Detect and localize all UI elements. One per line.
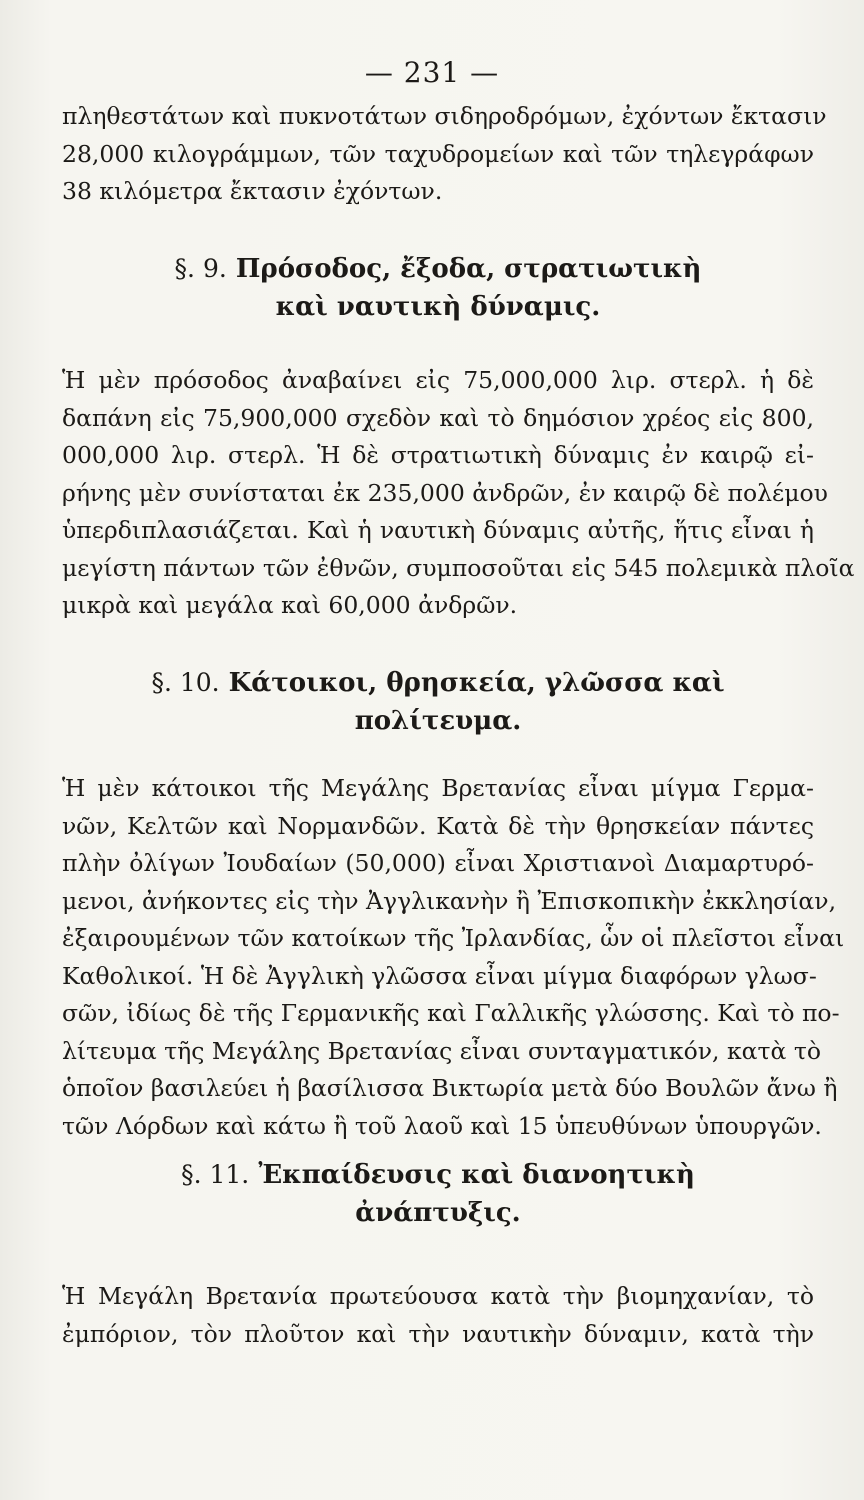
section-title: Πρόσοδος, ἔξοδα, στρατιωτικὴ xyxy=(235,254,702,284)
text-line: ὁποῖον βασιλεύει ἡ βασίλισσα Βικτωρία μετὰ δύο Βουλῶν ἄνω ἢ xyxy=(62,1074,838,1102)
text-line: ρήνης μὲν συνίσταται ἐκ 235,000 ἀνδρῶν, ἐν καιρῷ δὲ πολέμου xyxy=(62,478,828,507)
text-line: τῶν Λόρδων καὶ κάτω ἢ τοῦ λαοῦ καὶ 15 ὑπευθύνων ὑπουργῶν. xyxy=(62,1111,822,1140)
section-title: Ἐκπαίδευσις καὶ διανοητικὴ xyxy=(258,1160,695,1190)
section-number: §. 11. xyxy=(181,1160,250,1189)
text-line: λίτευμα τῆς Μεγάλης Βρετανίας εἶναι συνταγματικόν, κατὰ τὸ xyxy=(62,1036,821,1065)
section-10-paragraph xyxy=(62,770,845,1145)
section-9-paragraph xyxy=(62,362,855,625)
section-title-continued: καὶ ναυτικὴ δύναμις. xyxy=(275,292,601,322)
section-number: §. 10. xyxy=(151,668,220,697)
text-line: ἐμπόριον, τὸν πλοῦτον καὶ τὴν ναυτικὴν δύναμιν, κατὰ τὴν xyxy=(62,1319,814,1348)
text-line: Ἡ μὲν κάτοικοι τῆς Μεγάλης Βρετανίας εἶναι μίγμα Γερμα- xyxy=(62,774,814,802)
text-line: πληθεστάτων καὶ πυκνοτάτων σιδηροδρόμων, ἐχόντων ἔκτασιν xyxy=(62,102,827,130)
text-line: μικρὰ καὶ μεγάλα καὶ 60,000 ἀνδρῶν. xyxy=(62,591,518,619)
text-line: ὑπερδιπλασιάζεται. Καὶ ἡ ναυτικὴ δύναμις αὐτῆς, ἥτις εἶναι ἡ xyxy=(62,516,814,544)
text-line: 28,000 κιλογράμμων, τῶν ταχυδρομείων καὶ τῶν τηλεγράφων xyxy=(62,139,814,168)
text-line: δαπάνη εἰς 75,900,000 σχεδὸν καὶ τὸ δημόσιον χρέος εἰς 800, xyxy=(62,403,814,432)
section-10-heading xyxy=(62,664,814,740)
page-number: — 231 — xyxy=(364,56,500,89)
section-11-paragraph xyxy=(62,1278,814,1353)
text-line: 000,000 λιρ. στερλ. Ἡ δὲ στρατιωτικὴ δύναμις ἐν καιρῷ εἰ- xyxy=(62,441,814,469)
text-line: Καθολικοί. Ἡ δὲ Ἀγγλικὴ γλῶσσα εἶναι μίγμα διαφόρων γλωσ- xyxy=(62,961,817,990)
text-line: ἐξαιρουμένων τῶν κατοίκων τῆς Ἰρλανδίας, ὧν οἱ πλεῖστοι εἶναι xyxy=(62,924,845,952)
text-line: σῶν, ἰδίως δὲ τῆς Γερμανικῆς καὶ Γαλλικῆς γλώσσης. Καὶ τὸ πο- xyxy=(62,999,840,1027)
text-line: μενοι, ἀνήκοντες εἰς τὴν Ἀγγλικανὴν ἢ Ἐπισκοπικὴν ἐκκλησίαν, xyxy=(62,886,837,915)
text-line: Ἡ Μεγάλη Βρετανία πρωτεύουσα κατὰ τὴν βιομηχανίαν, τὸ xyxy=(62,1282,814,1310)
section-title-continued: ἀνάπτυξις. xyxy=(355,1198,521,1228)
section-title: Κάτοικοι, θρησκεία, γλῶσσα καὶ xyxy=(228,668,725,698)
text-line: μεγίστη πάντων τῶν ἐθνῶν, συμποσοῦται εἰς 545 πολεμικὰ πλοῖα xyxy=(62,553,855,582)
section-9-heading xyxy=(62,250,814,326)
text-line: νῶν, Κελτῶν καὶ Νορμανδῶν. Κατὰ δὲ τὴν θρησκείαν πάντες xyxy=(62,811,814,840)
intro-paragraph xyxy=(62,98,827,211)
section-number: §. 9. xyxy=(174,254,227,283)
text-line: πλὴν ὀλίγων Ἰουδαίων (50,000) εἶναι Χριστιανοὶ Διαμαρτυρό- xyxy=(62,849,814,877)
section-title-continued: πολίτευμα. xyxy=(354,706,522,736)
text-line: Ἡ μὲν πρόσοδος ἀναβαίνει εἰς 75,000,000 λιρ. στερλ. ἡ δὲ xyxy=(62,366,814,394)
text-line: 38 κιλόμετρα ἔκτασιν ἐχόντων. xyxy=(62,177,443,205)
section-11-heading xyxy=(62,1156,814,1232)
